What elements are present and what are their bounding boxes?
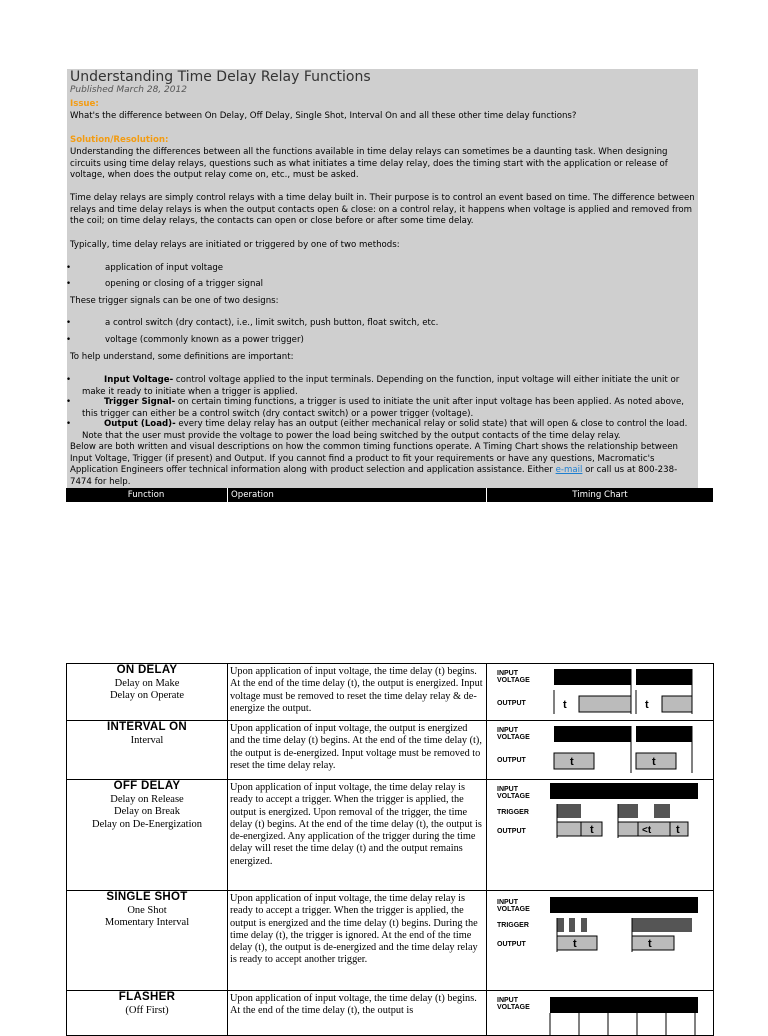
method-item: application of input voltage xyxy=(105,263,224,273)
solution-paragraph-2: Time delay relays are simply control relays with a time delay built in. Their purpose is to control an event based on time. The difference between relays and time delay relays is when the output contacts open & close: on a control relay, it happens when voltage is applied and removed from the coil; on time delay relays, the contacts can open or close before or after some time delay. xyxy=(70,193,695,227)
header-timing-chart: Timing Chart xyxy=(572,490,628,500)
design-item: a control switch (dry contact), i.e., limit switch, push button, float switch, etc. xyxy=(105,318,439,328)
function-alias: Interval xyxy=(130,734,164,746)
function-alias: Delay on De-Energization xyxy=(91,818,202,830)
timing-chart-cell xyxy=(487,721,714,780)
output-label: OUTPUT xyxy=(497,941,526,948)
trigger-pulse xyxy=(569,918,575,932)
table-row xyxy=(67,991,714,1036)
definition-item xyxy=(82,375,694,398)
operation-cell: Upon application of input voltage, the time delay (t) begins. At the end of the time delay (t), the output is xyxy=(228,991,487,1036)
table-row xyxy=(67,891,714,991)
operation-cell: Upon application of input voltage, the output is energized and the time delay (t) begins. At the end of the time delay (t), the output is de-energized. Input voltage must be removed to reset the time delay relay. xyxy=(228,721,487,780)
function-table xyxy=(66,663,714,1036)
trigger-label: TRIGGER xyxy=(497,809,529,816)
trigger-pulse xyxy=(618,804,638,818)
output-pulse xyxy=(632,936,674,950)
input-label: INPUT VOLTAGE xyxy=(497,997,530,1011)
contact-text: Below are both written and visual descriptions on how the common timing functions operate. A Timing Chart shows the relationship between Input Voltage, Trigger (if present) and Output. If you cannot find a product to fit your requirements or have any questions, Macromatic's Application Engineers offer technical information along with product selection and application assistance. Either xyxy=(70,442,678,476)
trigger-pulse xyxy=(632,918,692,932)
function-alias: Momentary Interval xyxy=(104,917,190,929)
input-label: INPUT VOLTAGE xyxy=(497,899,530,913)
function-alias: (Off First) xyxy=(125,1004,169,1016)
solution-label: Solution/Resolution: xyxy=(70,135,169,145)
delay-label: t xyxy=(652,756,656,768)
definition-text: control voltage applied to the input terminals. Depending on the function, input voltage will either initiate the unit or make it ready to initiate when a trigger is applied. xyxy=(82,375,680,397)
issue-label: Issue: xyxy=(70,99,99,109)
operation-cell: Upon application of input voltage, the time delay relay is ready to accept a trigger. When the trigger is applied, the output is energized. Upon removal of the trigger, the time delay (t) begins. At the end of the time delay (t), the output is de-energized. Any application of the trigger during the time delay will reset the time delay (t) and the output remains energized. xyxy=(228,780,487,891)
function-cell xyxy=(67,891,228,991)
function-name: ON DELAY xyxy=(116,664,178,676)
bullet-icon: • xyxy=(66,335,72,345)
definition-term: Output (Load)- xyxy=(104,419,176,429)
contact-text: or call us at 800-238-7474 for help. xyxy=(70,465,678,487)
timing-chart-single-shot xyxy=(487,891,712,990)
bullet-icon: • xyxy=(66,263,72,273)
trigger-pulse xyxy=(557,804,581,818)
input-label: INPUT VOLTAGE xyxy=(497,786,530,800)
function-name: FLASHER xyxy=(118,991,176,1003)
bullet-icon: • xyxy=(66,375,72,385)
published-date: Published March 28, 2012 xyxy=(70,85,187,95)
function-alias: Delay on Release xyxy=(110,793,184,805)
output-pulse xyxy=(579,696,631,712)
trigger-label: TRIGGER xyxy=(497,922,529,929)
definition-text: every time delay relay has an output (either mechanical relay or solid state) that will open & close to control the load. Note that the user must provide the voltage to power the load being switched by the output contacts of the time delay relay. xyxy=(82,419,688,441)
solution-paragraph-3: Typically, time delay relays are initiated or triggered by one of two methods: xyxy=(70,240,400,250)
timing-chart-on-delay xyxy=(487,664,712,720)
input-label: INPUT VOLTAGE xyxy=(497,670,530,684)
design-item: voltage (commonly known as a power trigger) xyxy=(105,335,304,345)
table-row xyxy=(67,721,714,780)
definition-text: on certain timing functions, a trigger is used to initiate the unit after input voltage has been applied. As noted above, this trigger can either be a control switch (dry contact switch) or a power trigger (voltage). xyxy=(82,397,684,419)
output-pulse xyxy=(636,753,676,769)
definition-term: Input Voltage- xyxy=(104,375,174,385)
function-alias: Delay on Operate xyxy=(109,690,185,702)
operation-cell: Upon application of input voltage, the time delay relay is ready to accept a trigger. When the trigger is applied, the output is energized and the time delay (t) begins. During the time delay (t), the trigger is ignored. At the end of the time delay (t), the output is de-energized and the time delay relay is ready to accept another trigger. xyxy=(228,891,487,991)
trigger-pulse xyxy=(654,804,670,818)
output-pulse xyxy=(557,822,602,836)
bullet-icon: • xyxy=(66,397,72,407)
timing-chart-cell xyxy=(487,664,714,721)
delay-label: t xyxy=(570,756,574,768)
function-alias: Delay on Break xyxy=(114,806,180,818)
function-cell xyxy=(67,721,228,780)
function-cell xyxy=(67,664,228,721)
table-row xyxy=(67,664,714,721)
function-alias: Delay on Make xyxy=(114,677,180,689)
trigger-pulse xyxy=(581,918,587,932)
delay-label: t xyxy=(648,938,652,950)
email-link[interactable]: e-mail xyxy=(555,465,583,476)
input-pulse xyxy=(550,783,698,799)
header-operation: Operation xyxy=(231,490,274,500)
delay-label: t xyxy=(645,699,649,711)
operation-cell: Upon application of input voltage, the time delay (t) begins. At the end of the time delay (t), the output is energized. Input voltage must be removed to reset the time delay relay & de-energize the output. xyxy=(228,664,487,721)
header-function: Function xyxy=(127,490,165,500)
output-pulse xyxy=(662,696,692,712)
solution-paragraph-5: To help understand, some definitions are important: xyxy=(70,352,294,362)
timing-chart-interval-on xyxy=(487,721,712,779)
solution-paragraph-4: These trigger signals can be one of two designs: xyxy=(70,296,279,306)
timing-chart-cell xyxy=(487,991,714,1036)
output-label: OUTPUT xyxy=(497,828,526,835)
delay-label: t xyxy=(563,699,567,711)
input-pulse xyxy=(636,726,692,742)
function-name: OFF DELAY xyxy=(113,780,181,792)
input-pulse xyxy=(550,897,698,913)
bullet-icon: • xyxy=(66,279,72,289)
function-name: INTERVAL ON xyxy=(107,721,187,733)
solution-paragraph-6 xyxy=(70,442,695,488)
function-alias: One Shot xyxy=(127,904,167,916)
output-label: OUTPUT xyxy=(497,700,526,707)
timing-chart-cell xyxy=(487,891,714,991)
timing-chart-off-delay xyxy=(487,780,712,890)
function-cell xyxy=(67,991,228,1036)
input-label: INPUT VOLTAGE xyxy=(497,727,530,741)
definition-term: Trigger Signal- xyxy=(104,397,176,407)
input-pulse xyxy=(554,726,631,742)
delay-label: t xyxy=(573,938,577,950)
function-name: SINGLE SHOT xyxy=(106,891,188,903)
timing-chart-flasher xyxy=(487,991,712,1035)
header-divider xyxy=(227,488,228,502)
input-pulse xyxy=(554,669,631,685)
solution-paragraph-1: Understanding the differences between all the functions available in time delay relays can sometimes be a daunting task. When designing circuits using time delay relays, questions such as what initiates a time delay relay, does the timing start with the application or release of voltage, when does the output relay come on, etc., must be asked. xyxy=(70,147,668,181)
output-pulse xyxy=(557,936,597,950)
input-pulse xyxy=(550,997,698,1013)
bullet-icon: • xyxy=(66,318,72,328)
definition-item xyxy=(82,397,694,420)
delay-label: t xyxy=(676,824,680,836)
definition-item xyxy=(82,419,694,442)
function-cell xyxy=(67,780,228,891)
trigger-pulse xyxy=(557,918,564,932)
table-row xyxy=(67,780,714,891)
issue-text: What's the difference between On Delay, Off Delay, Single Shot, Interval On and all these other time delay functions? xyxy=(70,111,577,121)
input-pulse xyxy=(636,669,692,685)
page-title: Understanding Time Delay Relay Functions xyxy=(70,69,371,85)
delay-label: t xyxy=(590,824,594,836)
timing-chart-cell xyxy=(487,780,714,891)
bullet-icon: • xyxy=(66,419,72,429)
output-pulse xyxy=(554,753,594,769)
method-item: opening or closing of a trigger signal xyxy=(105,279,264,289)
delay-label: <t xyxy=(642,825,652,836)
function-table-header xyxy=(66,488,713,502)
output-label: OUTPUT xyxy=(497,757,526,764)
